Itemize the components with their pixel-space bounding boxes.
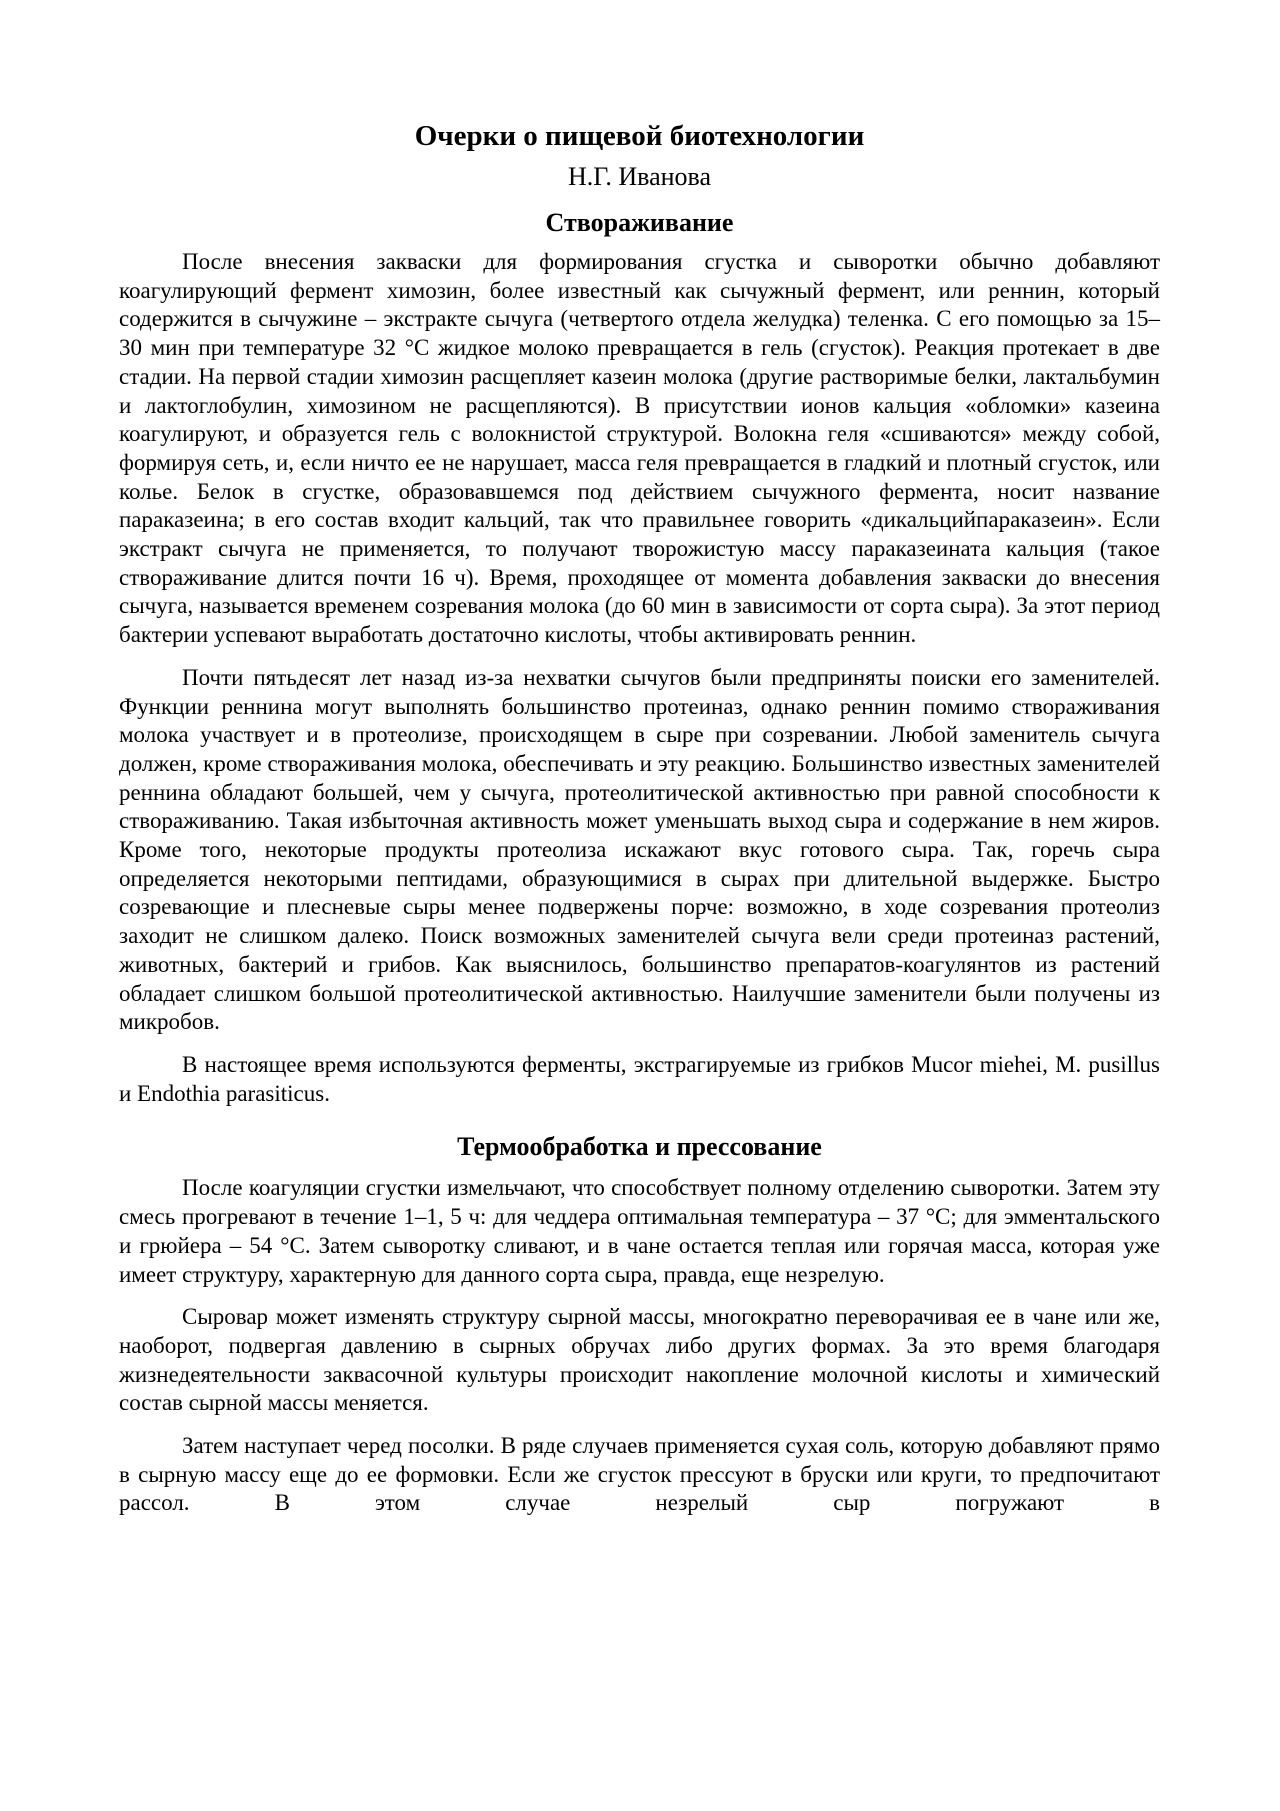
section-curdling bbox=[119, 206, 1160, 1108]
section-heading: Створаживание bbox=[545, 208, 734, 237]
paragraph: Затем наступает черед посолки. В ряде случаев применяется сухая соль, которую добавляют прямо в сырную массу еще до ее формовки. Если же сгусток прессуют в бруски или круги, то предпочитают рассол. В этом случае незрелый сыр погружают в bbox=[119, 1433, 1160, 1516]
section-heading: Термообработка и прессование bbox=[457, 1132, 822, 1162]
paragraph: После коагуляции сгустки измельчают, что способствует полному отделению сыворотки. Затем эту смесь прогревают в течение 1–1, 5 ч: для чеддера оптимальная температура – 37 °C; для эмментальского и грюйера – 54 °C. Затем сыворотку сливают, и в чане остается теплая или горячая масса, которая уже имеет структуру, характерную для данного сорта сыра, правда, еще незрелую. bbox=[119, 1175, 1160, 1287]
document-author: Н.Г. Иванова bbox=[567, 162, 711, 191]
document-title: Очерки о пищевой биотехнологии bbox=[414, 120, 865, 152]
document-page bbox=[119, 118, 1160, 1518]
section-heat-treatment bbox=[119, 1130, 1160, 1518]
paragraph: В настоящее время используются ферменты, экстрагируемые из грибков Mucor miehei, M. pusillus и Endothia parasiticus. bbox=[119, 1051, 1160, 1106]
paragraph: Почти пятьдесят лет назад из-за нехватки сычугов были предприняты поиски его заменителей. Функции реннина могут выполнять большинство протеиназ, однако реннин помимо створаживания молока участвует и в протеолизе, происходящем в сыре при созревании. Любой заменитель сычуга должен, кроме створаживания молока, обеспечивать и эту реакцию. Большинство известных заменителей реннина обладают большей, чем у сычуга, протеолитической активностью при равной способности к створаживанию. Такая избыточная активность может уменьшать выход сыра и содержание в нем жиров. Кроме того, некоторые продукты протеолиза искажают вкус готового сыра. Так, горечь сыра определяется некоторыми пептидами, образующимися в сырах при длительной выдержке. Быстро созревающие и плесневые сыры менее подвержены порче: возможно, в ходе созревания протеолиз заходит не слишком далеко. Поиск возможных заменителей сычуга вели среди протеиназ растений, животных, бактерий и грибов. Как выяснилось, большинство препаратов-коагулянтов из растений обладает слишком большой протеолитической активностью. Наилучшие заменители были получены из микробов. bbox=[119, 664, 1160, 1035]
paragraph: После внесения закваски для формирования сгустка и сыворотки обычно добавляют коагулирующий фермент химозин, более известный как сычужный фермент, или реннин, который содержится в сычужине – экстракте сычуга (четвертого отдела желудка) теленка. С его помощью за 15–30 мин при температуре 32 °C жидкое молоко превращается в гель (сгусток). Реакция протекает в две стадии. На первой стадии химозин расщепляет казеин молока (другие растворимые белки, лактальбумин и лактоглобулин, химозином не расщепляются). В присутствии ионов кальция «обломки» казеина коагулируют, и образуется гель с волокнистой структурой. Волокна геля «сшиваются» между собой, формируя сеть, и, если ничто ее не нарушает, масса геля превращается в гладкий и плотный сгусток, или колье. Белок в сгустке, образовавшемся под действием сычужного фермента, носит название параказеина; в его состав входит кальций, так что правильнее говорить «дикальцийпараказеин». Если экстракт сычуга не применяется, то получают творожистую массу параказеината кальция (такое створаживание длится почти 16 ч). Время, проходящее от момента добавления закваски до внесения сычуга, называется временем созревания молока (до 60 мин в зависимости от сорта сыра). За этот период бактерии успевают выработать достаточно кислоты, чтобы активировать реннин. bbox=[119, 249, 1160, 648]
paragraph: Сыровар может изменять структуру сырной массы, многократно переворачивая ее в чане или же, наоборот, подвергая давлению в сырных обручах либо других формах. За это время благодаря жизнедеятельности заквасочной культуры происходит накопление молочной кислоты и химический состав сырной массы меняется. bbox=[119, 1304, 1160, 1416]
